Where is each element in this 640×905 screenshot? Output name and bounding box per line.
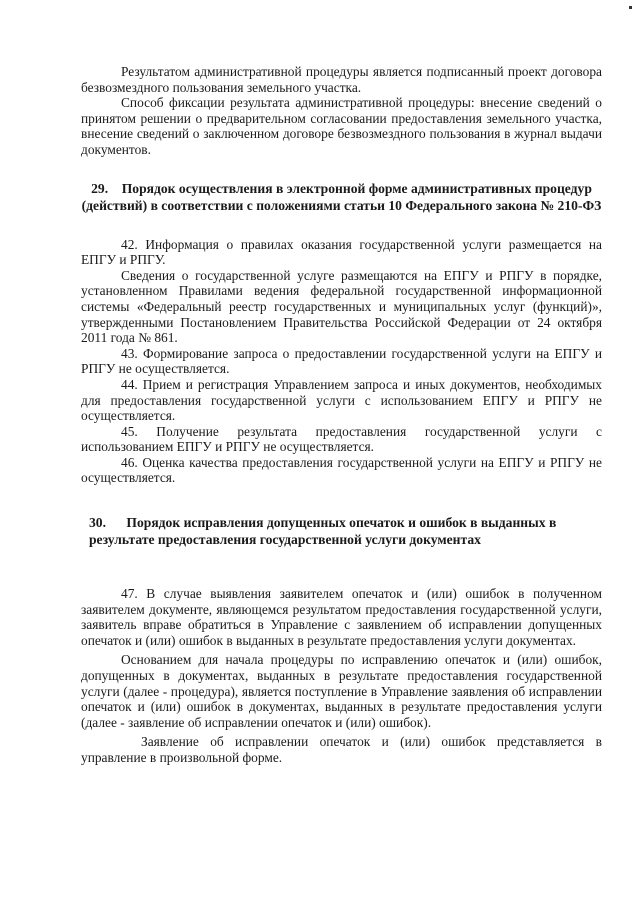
section-number: 30. <box>89 515 106 531</box>
paragraph: 42. Информация о правилах оказания государственной услуги размещается на ЕПГУ и РПГУ. <box>81 236 602 268</box>
section-title: Порядок осуществления в электронной форме административных процедур (действий) в соответствии с положениями статьи 10 Федерального закона № 210-ФЗ <box>81 180 602 213</box>
paragraph: Результатом административной процедуры является подписанный проект договора безвозмездного пользования земельного участка. <box>81 64 602 95</box>
section-title: Порядок исправления допущенных опечаток и ошибок в выданных в результате предоставления государственной услуги документах <box>89 515 557 548</box>
paragraph: 43. Формирование запроса о предоставлении государственной услуги на ЕПГУ и РПГУ не осуществляется. <box>81 345 602 377</box>
section-heading-29 <box>81 180 602 214</box>
paragraph: Сведения о государственной услуге размещаются на ЕПГУ и РПГУ в порядке, установленном Правилами ведения федеральной государственной информационной системы «Федеральный реестр государственных и муниципальных услуг (функций)», утвержденными Постановлением Правительства Российской Федерации от 24 октября 2011 года № 861. <box>81 267 602 346</box>
paragraph: 46. Оценка качества предоставления государственной услуги на ЕПГУ и РПГУ не осуществляется. <box>81 454 602 486</box>
paragraph: 44. Прием и регистрация Управлением запроса и иных документов, необходимых для предоставления государственной услуги с использованием ЕПГУ и РПГУ не осуществляется. <box>81 376 602 424</box>
document-page <box>81 64 602 766</box>
section-heading-30 <box>81 514 602 548</box>
scan-mark <box>629 6 632 9</box>
section-number: 29. <box>91 180 109 196</box>
paragraph: 47. В случае выявления заявителем опечаток и (или) ошибок в полученном заявителем документе, являющемся результатом предоставления государственной услуги, заявитель вправе обратиться в Управление с заявлением об исправлении допущенных опечаток и (или) ошибок в выданных в результате предоставления услуги документах. <box>81 586 602 648</box>
paragraph: 45. Получение результата предоставления государственной услуги с использованием ЕПГУ и РПГУ не осуществляется. <box>81 423 602 455</box>
paragraph: Способ фиксации результата административной процедуры: внесение сведений о принятом решении о предварительном согласовании предоставления земельного участка, внесение сведений о заключенном договоре безвозмездного пользования в журнал выдачи документов. <box>81 95 602 157</box>
paragraph: Заявление об исправлении опечаток и (или) ошибок представляется в управление в произвольной форме. <box>81 734 602 765</box>
paragraph: Основанием для начала процедуры по исправлению опечаток и (или) ошибок, допущенных в документах, выданных в результате предоставления государственной услуги (далее - процедура), является поступление в Управление заявления об исправлении опечаток и (или) ошибок в документах, выданных в результате предоставления услуги (далее - заявление об исправлении опечаток и (или) ошибок). <box>81 652 602 730</box>
